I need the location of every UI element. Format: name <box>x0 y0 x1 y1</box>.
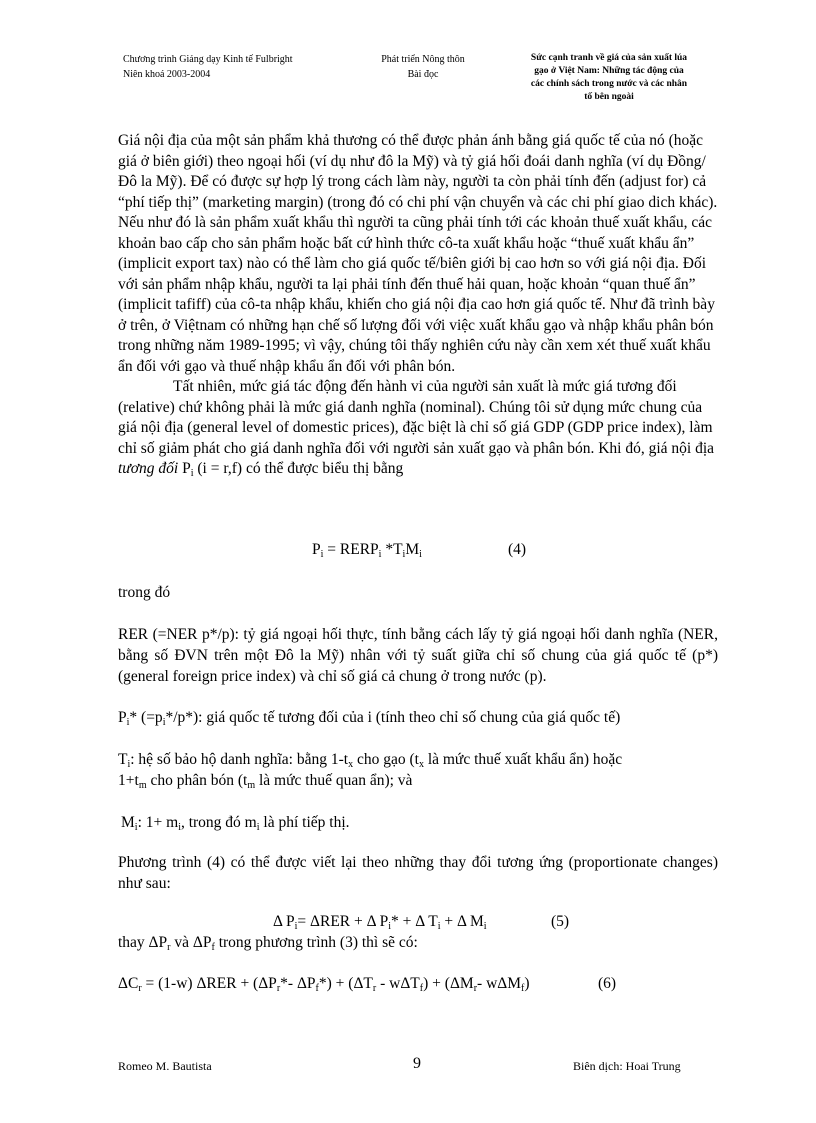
t-part: 1+t <box>118 772 139 789</box>
t-sub: m <box>247 780 256 791</box>
m-part: M <box>121 814 135 831</box>
eq6-part: ) <box>524 975 530 992</box>
eq4-sub: i <box>402 549 406 560</box>
replace-line <box>118 932 718 953</box>
eq5-sub: i <box>388 921 391 932</box>
doc-title-line-1: Sức cạnh tranh về giá của sản xuất lúa <box>530 53 688 63</box>
eq5-sub: i <box>294 921 298 932</box>
doc-title-line-4: tố bên ngoài <box>584 92 634 102</box>
paragraph-2-text-a: Tất nhiên, mức giá tác động đến hành vi của người sản xuất là mức giá tương đối (relative) chứ không phải là mức giá danh nghĩa (nominal). Chúng tôi sử dụng mức chung của giá nội địa (general level of domestic prices), đặc biệt là chỉ số giá GDP (GDP price index), làm chỉ số giảm phát cho giá danh nghĩa đối với người sản xuất gạo và phân bón. Khi đó, giá nội địa <box>118 378 715 457</box>
t-part: cho gạo (t <box>353 751 419 768</box>
t-sub: i <box>127 759 131 770</box>
t-part: là mức thuế xuất khẩu ẩn) hoặc <box>423 751 623 768</box>
t-sub: x <box>418 759 424 770</box>
replace-part: trong phương trình (3) thì sẽ có: <box>214 934 418 951</box>
eq6-sub: r <box>276 983 281 994</box>
body-text <box>118 131 718 480</box>
paragraph-2-italic: tương đối <box>118 460 179 477</box>
m-sub: i <box>134 822 138 833</box>
equation-6 <box>118 975 530 993</box>
m-part: là phí tiếp thị. <box>259 814 350 831</box>
header-right <box>498 52 720 104</box>
eq4-part: = RERP <box>323 541 379 558</box>
equation-5 <box>273 913 487 931</box>
eq5-part: Δ P <box>273 913 295 930</box>
eq6-part: ΔC <box>118 975 139 992</box>
eq5-sub: i <box>483 921 487 932</box>
m-part: , trong đó m <box>180 814 257 831</box>
eq6-sub: r <box>473 983 478 994</box>
replace-part: thay ΔP <box>118 934 168 951</box>
t-part: cho phân bón (t <box>146 772 248 789</box>
eq6-sub: r <box>372 983 377 994</box>
eq6-sub: r <box>138 983 142 994</box>
t-part: là mức thuế quan ẩn); và <box>255 772 413 789</box>
eq6-part: *- ΔP <box>280 975 316 992</box>
replace-part: và ΔP <box>170 934 212 951</box>
footer-translator: Biên dịch: Hoai Trung <box>573 1059 681 1073</box>
reading-label: Bài đọc <box>407 69 439 80</box>
eq4-sub: i <box>378 549 382 560</box>
trong-do: trong đó <box>118 584 171 601</box>
replace-sub: r <box>167 942 171 953</box>
eq6-part: ) + (ΔM <box>423 975 474 992</box>
t-part: : hệ số bảo hộ danh nghĩa: bằng 1-t <box>130 751 349 768</box>
course-name: Phát triển Nông thôn <box>381 54 465 65</box>
eq6-sub: f <box>315 983 319 994</box>
eq6-part: *) + (ΔT <box>318 975 373 992</box>
header-left <box>123 52 293 82</box>
rer-definition: RER (=NER p*/p): tỷ giá ngoại hối thực, tính bằng cách lấy tỷ giá ngoại hối danh nghĩa (NER, bằng số ĐVN trên một Đô la Mỹ) nhân với tỷ suất giữa chỉ số chung của giá quốc tế (p*) (general foreign price index) và chỉ số giá cả chung ở trong nước (p). <box>118 626 718 685</box>
header-middle <box>368 52 478 82</box>
eq6-sub: f <box>419 983 424 994</box>
program-name: Chương trình Giảng dạy Kinh tế Fulbright <box>123 54 293 65</box>
doc-title-line-2: gạo ở Việt Nam: Những tác động của <box>534 66 684 76</box>
m-definition <box>121 812 721 833</box>
equation-5-number: (5) <box>551 913 570 930</box>
eq5-sub: i <box>437 921 441 932</box>
eq5-part: = ΔRER + Δ P <box>297 913 389 930</box>
page-number: 9 <box>413 1055 421 1072</box>
pstar-sub: i <box>162 717 166 728</box>
paragraph-2-sub: i <box>190 468 194 479</box>
pstar-part: * (=p <box>129 709 163 726</box>
paragraph-2-text-b: P <box>178 460 191 477</box>
eq6-part: = (1-w) ΔRER + (ΔP <box>141 975 277 992</box>
t-sub: x <box>348 759 354 770</box>
equation-4 <box>312 541 422 559</box>
eq4-sub: i <box>320 549 324 560</box>
equation-6-number: (6) <box>598 975 617 992</box>
eq4-sub: i <box>419 549 422 560</box>
t-part: T <box>118 751 128 768</box>
t-definition-line-1 <box>118 749 718 770</box>
t-sub: m <box>138 780 147 791</box>
eq6-part: - wΔM <box>477 975 522 992</box>
m-sub: i <box>178 822 181 833</box>
pstar-part: */p*): giá quốc tế tương đối của i (tính theo chỉ số chung của giá quốc tế) <box>165 709 621 726</box>
eq5-part: + Δ M <box>440 913 484 930</box>
replace-sub: f <box>211 942 215 953</box>
pstar-sub: i <box>126 717 130 728</box>
t-definition <box>118 749 718 791</box>
pstar-definition <box>118 707 718 728</box>
eq6-part: - wΔT <box>376 975 420 992</box>
equation-4-number: (4) <box>508 541 527 558</box>
m-part: : 1+ m <box>137 814 179 831</box>
paragraph-2 <box>118 377 718 480</box>
paragraph-1: Giá nội địa của một sản phẩm khả thương có thể được phản ánh bằng giá quốc tế của nó (hoặc giá ở biên giới) theo ngoại hối (ví dụ như đô la Mỹ) và tỷ giá hối đoái danh nghĩa (ví dụ Đồng/Đô la Mỹ). Để có được sự hợp lý trong cách làm này, người ta còn phải tính đến (adjust for) cả “phí tiếp thị” (marketing margin) (trong đó có chi phí vận chuyển và các chi phí giao dich khác). Nếu như đó là sản phẩm xuất khẩu thì người ta cũng phải tính tới các khoản thuế xuất khẩu, các khoản bao cấp cho sản phẩm hoặc bất cứ hình thức cô-ta xuất khẩu hoặc “thuế xuất khẩu ẩn” (implicit export tax) nào có thể làm cho giá quốc tế/biên giới bị cao hơn so với giá nội địa. Đối với sản phẩm nhập khẩu, người ta lại phải tính đến thuế hải quan, hoặc khoản “quan thuế ẩn” (implicit tafiff) của cô-ta nhập khẩu, khiến cho giá nội địa cao hơn giá quốc tế. Như đã trình bày ở trên, ở Việtnam có những hạn chế số lượng đối với việc xuất khẩu gạo và nhập khẩu phân bón trong những năm 1989-1995; vì vậy, chúng tôi thấy nghiên cứu này cần xem xét thuế xuất khẩu ẩn đối với gạo và thuế nhập khẩu ẩn đối với phân bón. <box>118 132 718 375</box>
eq4-part: *T <box>381 541 403 558</box>
doc-title-line-3: các chính sách trong nước và các nhân <box>530 79 688 89</box>
paragraph-3: Phương trình (4) có thể được viết lại theo những thay đổi tương ứng (proportionate changes) như sau: <box>118 854 718 892</box>
academic-year: Niên khoá 2003-2004 <box>123 69 211 80</box>
eq6-sub: f <box>521 983 525 994</box>
paragraph-2-text-c: (i = r,f) có thể được biểu thị bằng <box>193 460 404 477</box>
eq4-part: M <box>405 541 420 558</box>
footer-author: Romeo M. Bautista <box>118 1059 212 1073</box>
pstar-part: P <box>118 709 127 726</box>
eq5-part: * + Δ T <box>391 913 438 930</box>
eq4-part: P <box>312 541 321 558</box>
t-definition-line-2 <box>118 770 718 791</box>
m-sub: i <box>256 822 260 833</box>
